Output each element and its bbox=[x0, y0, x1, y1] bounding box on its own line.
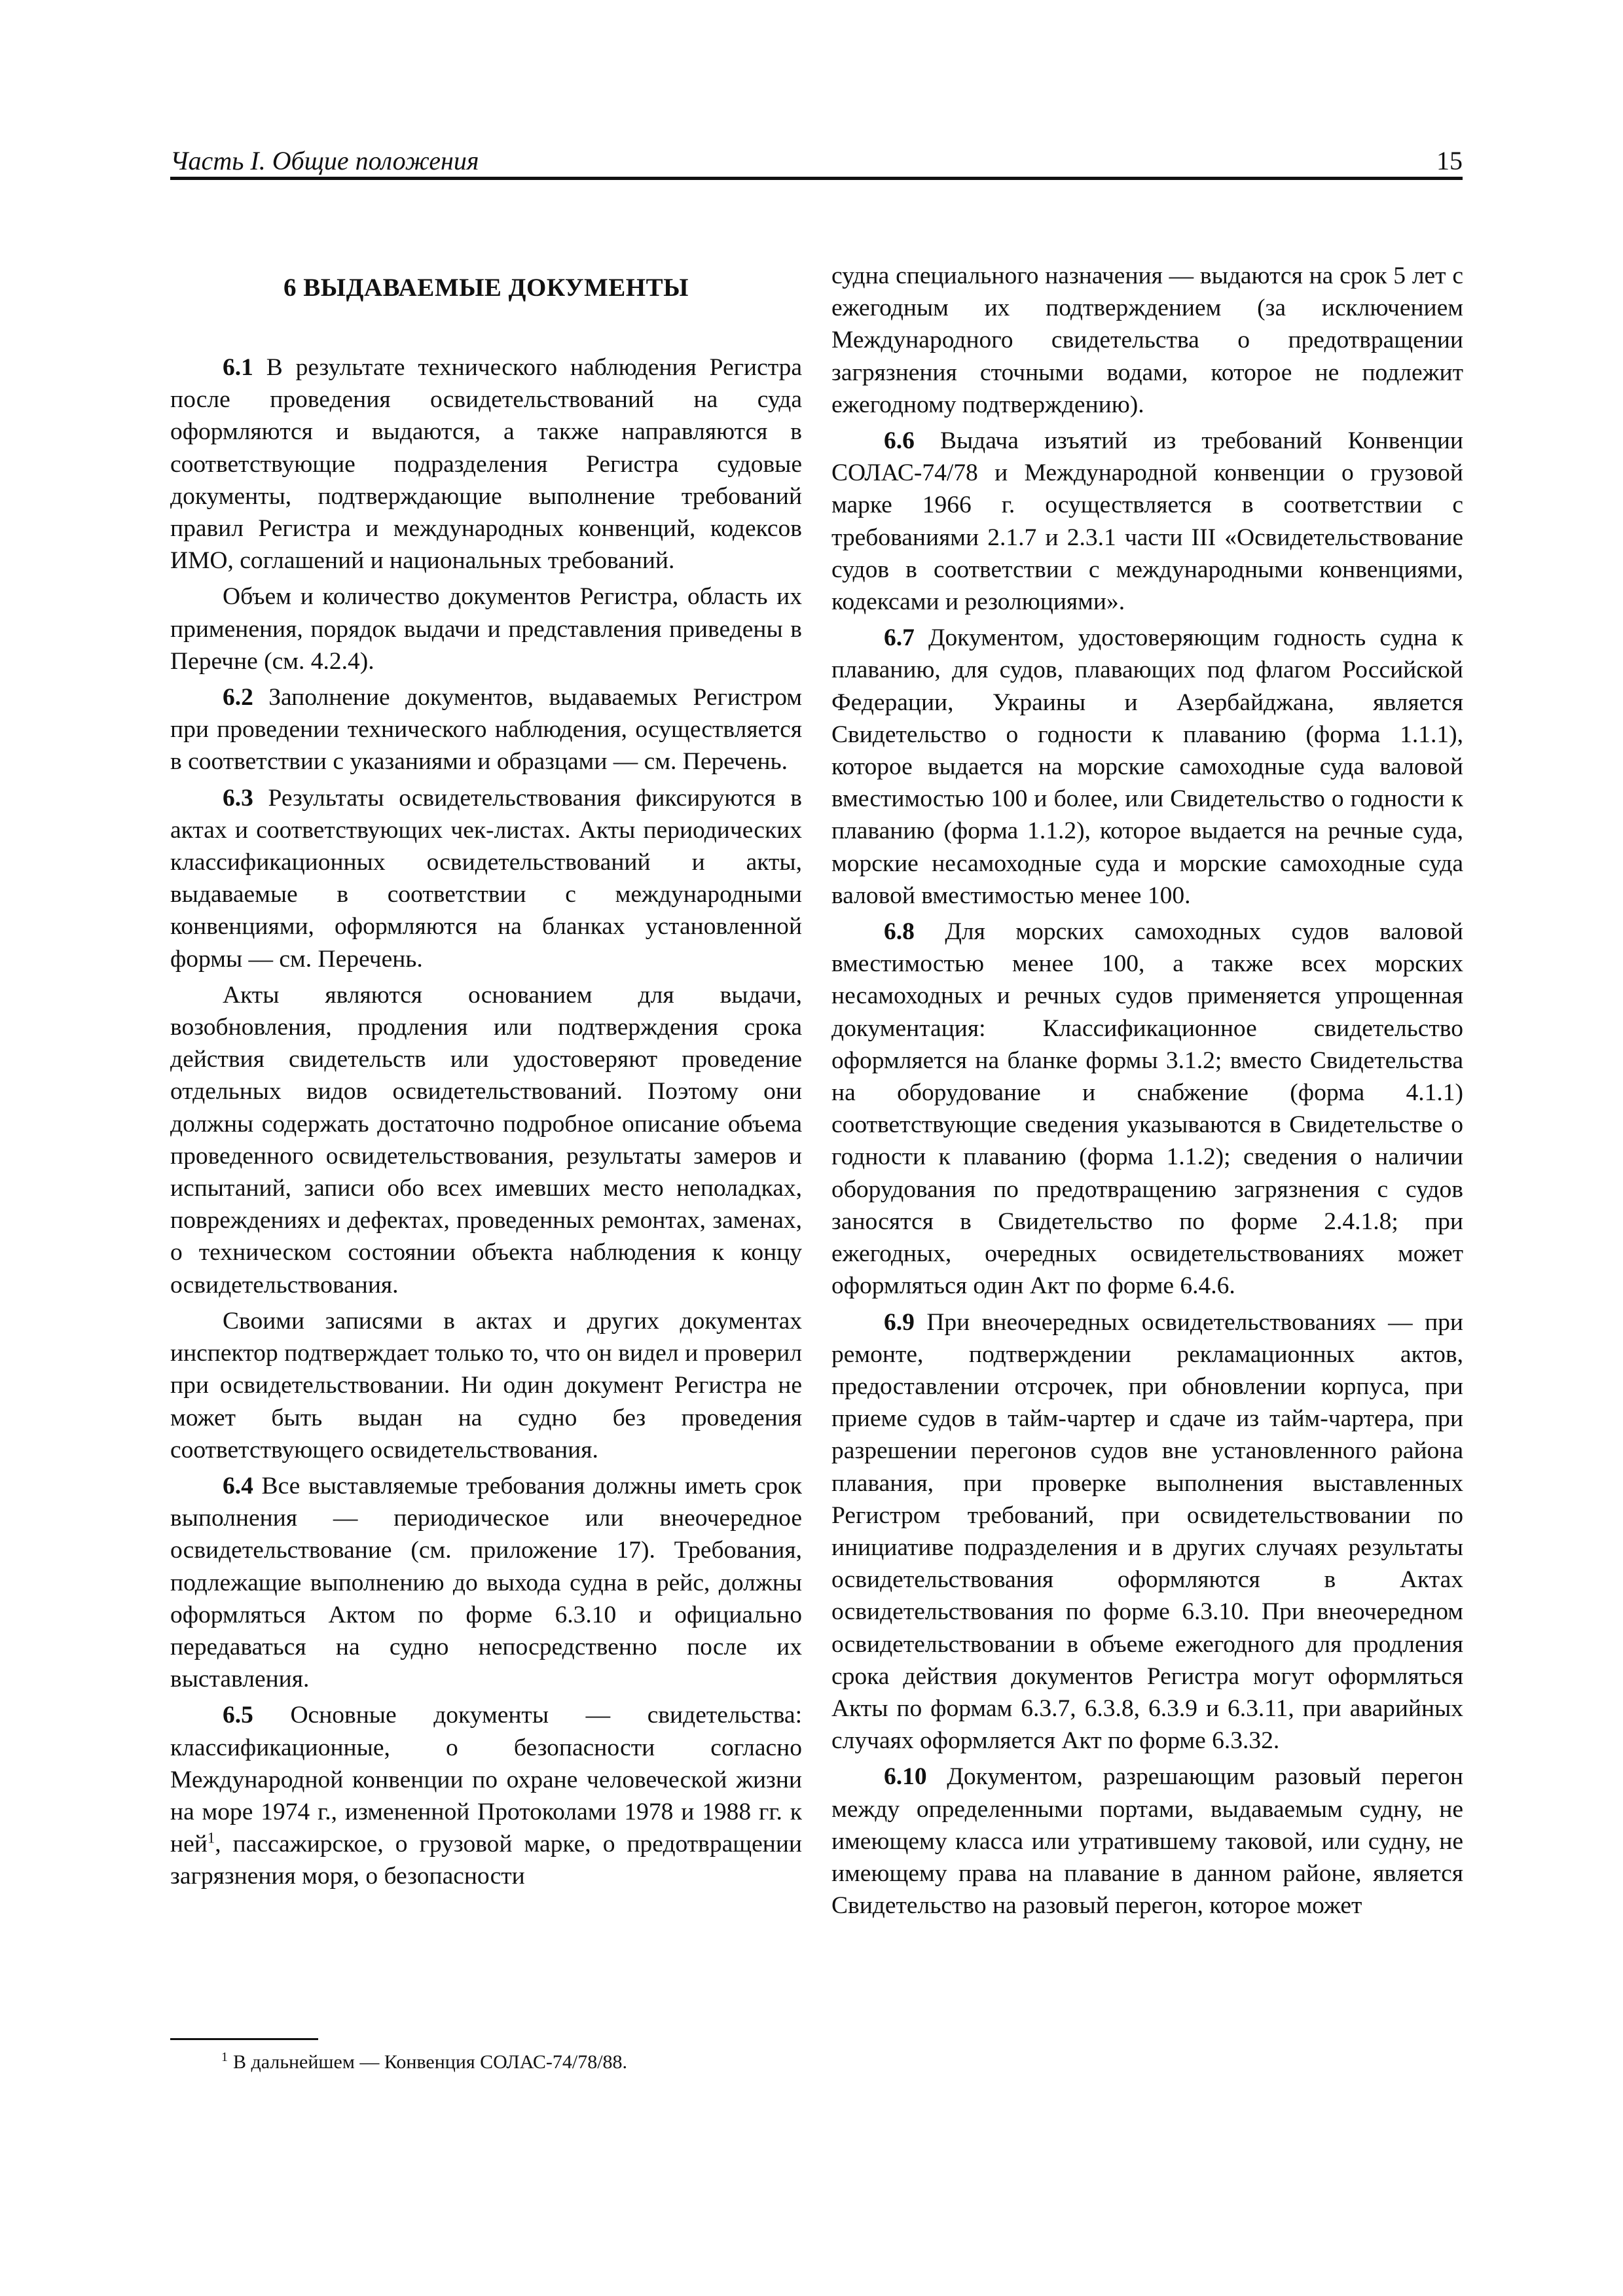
page-number: 15 bbox=[1436, 146, 1463, 175]
clause-number: 6.6 bbox=[884, 427, 915, 455]
paragraph-6-7 bbox=[831, 622, 1463, 912]
paragraph-6-6 bbox=[831, 425, 1463, 618]
clause-number: 6.7 bbox=[884, 624, 915, 652]
right-column bbox=[831, 260, 1463, 1922]
paragraph-text: Основные документы — свидетельства: классификационные, о безопасности согласно Международной конвенции по охране человеческой жизни на море 1974 г., измененной Протоколами 1978 и 1988 гг. к ней bbox=[170, 1702, 802, 1858]
paragraph-text: Все выставляемые требования должны иметь срок выполнения — периодическое или внеочередное освидетельствование (см. приложение 17). Требования, подлежащие выполнению до выхода судна в рейс, должны оформляться Актом по форме 6.3.10 и официально передаваться на судно непосредственно после их выставления. bbox=[170, 1472, 802, 1693]
paragraph-6-3-cont: Акты являются основанием для выдачи, возобновления, продления или подтверждения срока действия свидетельств или удостоверяют проведение отдельных видов освидетельствований. Поэтому они должны содержать достаточно подробное описание объема проведенного освидетельствования, результаты замеров и испытаний, записи обо всех имевших место неполадках, повреждениях и дефектах, проведенных ремонтах, заменах, о техническом состоянии объекта наблюдения к концу освидетельствования. bbox=[170, 981, 802, 1299]
paragraph-text: Заполнение документов, выдаваемых Регистром при проведении технического наблюдения, осуществляется в соответствии с указаниями и образцами — см. Перечень. bbox=[170, 684, 802, 776]
clause-number: 6.8 bbox=[884, 918, 915, 946]
paragraph-6-1-cont: Объем и количество документов Регистра, область их применения, порядок выдачи и представления приведены в Перечне (см. 4.2.4). bbox=[170, 583, 802, 675]
clause-number: 6.2 bbox=[223, 684, 253, 711]
paragraph-6-9 bbox=[831, 1306, 1463, 1757]
paragraph-text: Документом, удостоверяющим годность судна к плаванию, для судов, плавающих под флагом Российской Федерации, Украины и Азербайджана, является Свидетельство о годности к плаванию (форма 1.1.1), которое выдается на морские самоходные суда валовой вместимостью 100 и более, или Свидетельство о годности к плаванию (форма 1.1.2), которое выдается на речные суда, морские несамоходные суда и морские самоходные суда валовой вместимостью менее 100. bbox=[831, 624, 1463, 909]
clause-number: 6.4 bbox=[223, 1472, 253, 1499]
paragraph-text: Документом, разрешающим разовый перегон между определенными портами, выдаваемым судну, не имеющему класса или утратившему таковой, или судну, не имеющему права на плавание в данном районе, является Свидетельство на разовый перегон, которое может bbox=[831, 1763, 1463, 1920]
footnote-mark: 1 bbox=[221, 2050, 228, 2064]
clause-number: 6.1 bbox=[223, 354, 253, 381]
clause-number: 6.5 bbox=[223, 1702, 253, 1729]
paragraph-6-4 bbox=[170, 1470, 802, 1695]
left-column bbox=[170, 259, 802, 1893]
footnote-separator bbox=[170, 2038, 318, 2040]
paragraph-text: Результаты освидетельствования фиксируются в актах и соответствующих чек-листах. Акты периодических классификационных освидетельствований и акты, выдаваемые в соответствии с международными конвенциями, оформляются на бланках установленной формы — см. Перечень. bbox=[170, 784, 802, 973]
paragraph-text: Выдача изъятий из требований Конвенции СОЛАС-74/78 и Международной конвенции о грузовой марке 1966 г. осуществляется в соответствии с требованиями 2.1.7 и 2.3.1 части III «Освидетельствование судов в соответствии с международными конвенциями, кодексами и резолюциями». bbox=[831, 427, 1463, 616]
running-header bbox=[170, 145, 1463, 180]
footnote-text: В дальнейшем — Конвенция СОЛАС-74/78/88. bbox=[233, 2051, 628, 2073]
clause-number: 6.9 bbox=[884, 1308, 915, 1336]
section-title: 6 ВЫДАВАЕМЫЕ ДОКУМЕНТЫ bbox=[283, 274, 689, 302]
paragraph-6-5 bbox=[170, 1699, 802, 1892]
paragraph-text: В результате технического наблюдения Регистра после проведения освидетельствований на суда оформляются и выдаются, а также направляются в соответствующие подразделения Регистра судовые документы, подтверждающие выполнение требований правил Регистра и международных конвенций, кодексов ИМО, соглашений и национальных требований. bbox=[170, 354, 802, 575]
running-title: Часть I. Общие положения bbox=[170, 146, 479, 175]
clause-number: 6.10 bbox=[884, 1763, 927, 1791]
paragraph-6-3 bbox=[170, 782, 802, 975]
paragraph-text: , пассажирское, о грузовой марке, о предотвращении загрязнения моря, о безопасности bbox=[170, 1831, 802, 1890]
paragraph-6-5-cont: судна специального назначения — выдаются на срок 5 лет с ежегодным их подтверждением (за исключением Международного свидетельства о предотвращении загрязнения сточными водами, которое не подлежит ежегодному подтверждению). bbox=[831, 262, 1463, 418]
paragraph-6-3-cont-2: Своими записями в актах и других документах инспектор подтверждает только то, что он видел и проверил при освидетельствовании. Ни один документ Регистра не может быть выдан на судно без проведения соответствующего освидетельствования. bbox=[170, 1307, 802, 1463]
paragraph-6-1 bbox=[170, 351, 802, 577]
clause-number: 6.3 bbox=[223, 784, 253, 812]
paragraph-6-10 bbox=[831, 1761, 1463, 1922]
paragraph-text: При внеочередных освидетельствованиях — при ремонте, подтверждении рекламационных актов, предоставлении отсрочек, при обновлении корпуса, при приеме судов в тайм-чартер и сдаче из тайм-чартера, при разрешении перегонов судов вне установленного района плавания, при проверке выполнения выставленных Регистром требований, при освидетельствовании по инициативе подразделения и в других случаях результаты освидетельствования оформляются в Актах освидетельствования по форме 6.3.10. При внеочередном освидетельствовании в объеме ежегодного для продления срока действия документов Регистра могут оформляться Акты по формам 6.3.7, 6.3.8, 6.3.9 и 6.3.11, при аварийных случаях оформляется Акт по форме 6.3.32. bbox=[831, 1308, 1463, 1755]
paragraph-text: Для морских самоходных судов валовой вместимостью менее 100, а также всех морских несамоходных и речных судов применяется упрощенная документация: Классификационное свидетельство оформляется на бланке формы 3.1.2; вместо Свидетельства на оборудование и снабжение (форма 4.1.1) соответствующие сведения указываются в Свидетельстве о годности к плаванию (форма 1.1.2); сведения о наличии оборудования по предотвращению загрязнения с судов заносятся в Свидетельство по форме 2.4.1.8; при ежегодных, очередных освидетельствованиях может оформляться один Акт по форме 6.4.6. bbox=[831, 918, 1463, 1300]
paragraph-6-8 bbox=[831, 916, 1463, 1302]
footnote bbox=[221, 2051, 627, 2073]
footnote-reference[interactable]: 1 bbox=[207, 1829, 215, 1846]
paragraph-6-2 bbox=[170, 681, 802, 778]
